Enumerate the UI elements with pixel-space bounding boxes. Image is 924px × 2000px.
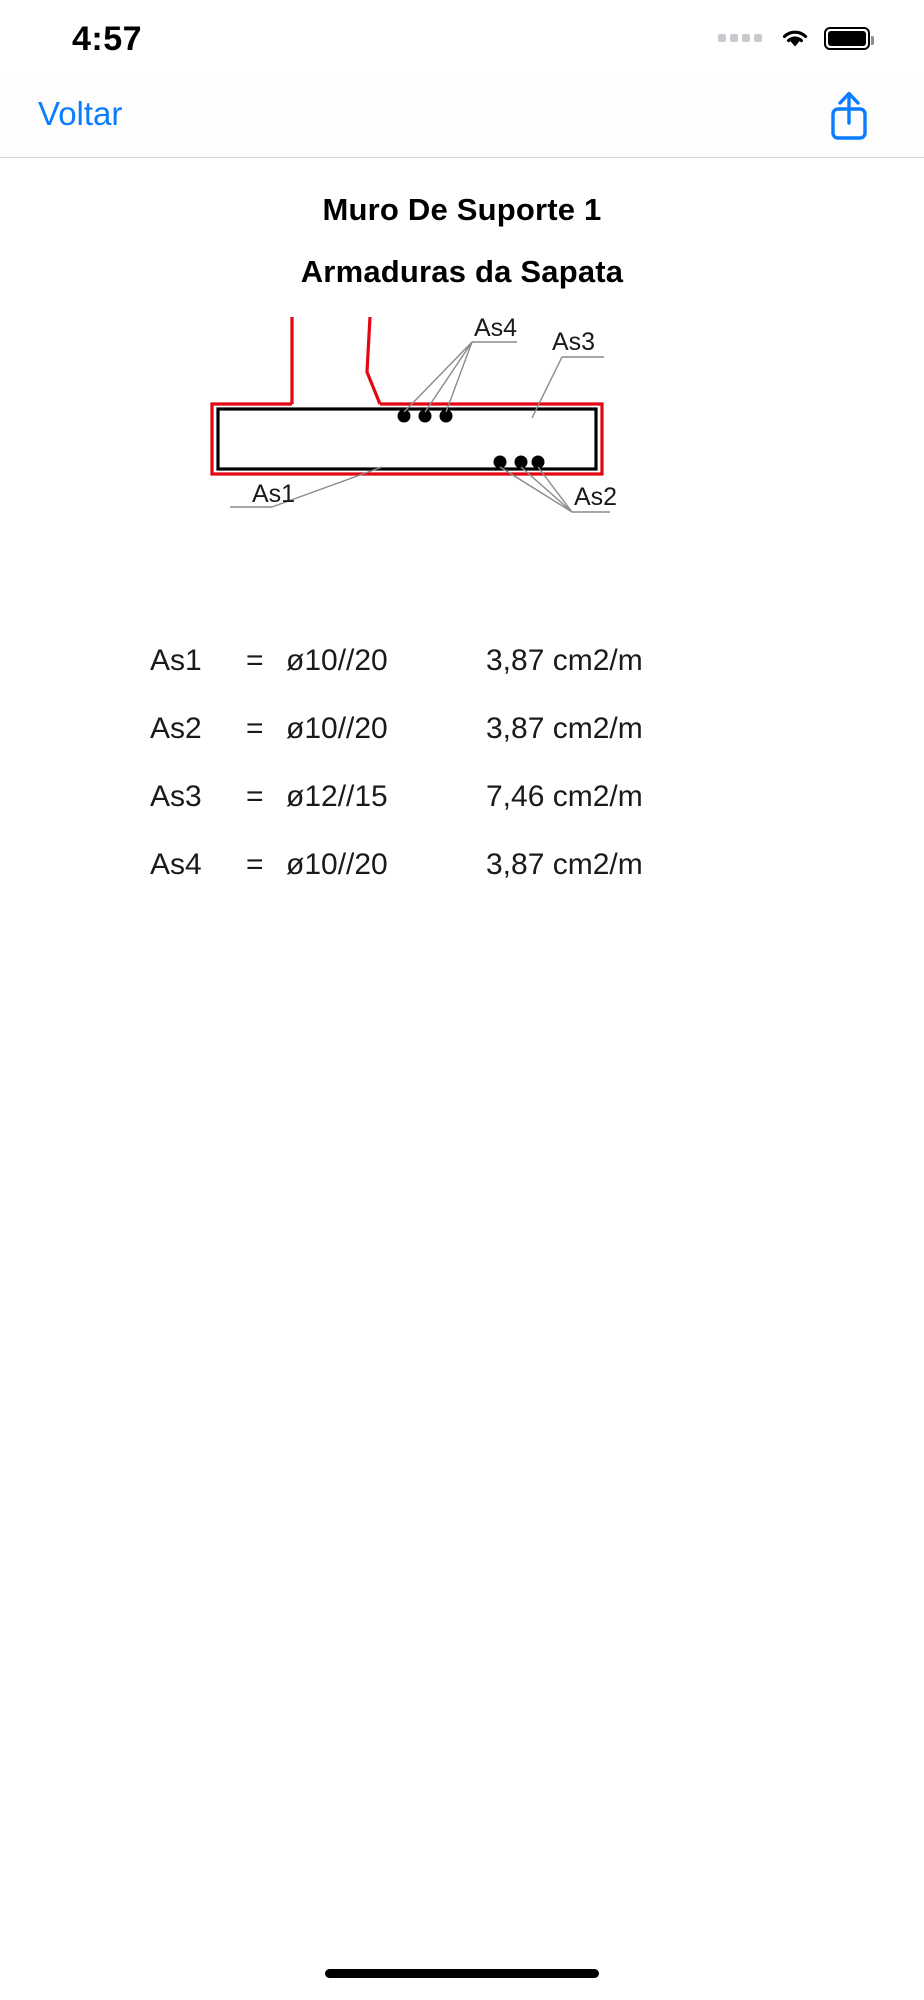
diagram-label-as4: As4 — [474, 314, 518, 342]
table-row — [150, 848, 924, 916]
row-spec: ø12//15 — [286, 780, 388, 813]
row-equals: = — [246, 712, 264, 745]
diagram-label-as3: As3 — [552, 328, 596, 356]
row-value: 3,87 cm2/m — [486, 848, 643, 881]
page-subtitle: Armaduras da Sapata — [300, 254, 624, 289]
status-bar — [0, 0, 924, 78]
diagram-label-as2: As2 — [574, 483, 618, 511]
row-value: 3,87 cm2/m — [486, 712, 643, 745]
row-value: 7,46 cm2/m — [486, 780, 643, 813]
row-value: 3,87 cm2/m — [486, 644, 643, 677]
share-icon[interactable] — [826, 88, 872, 144]
row-label: As2 — [150, 712, 202, 745]
status-icons — [718, 26, 870, 50]
row-label: As1 — [150, 644, 202, 677]
home-indicator[interactable] — [325, 1969, 599, 1978]
page-title-block — [0, 192, 924, 290]
table-row — [150, 712, 924, 780]
results-table — [0, 644, 924, 916]
footing-reinforcement-diagram — [142, 312, 782, 572]
row-spec: ø10//20 — [286, 712, 388, 745]
status-time: 4:57 — [72, 20, 143, 58]
row-spec: ø10//20 — [286, 848, 388, 881]
battery-full-icon — [824, 27, 870, 50]
row-label: As3 — [150, 780, 202, 813]
row-equals: = — [246, 848, 264, 881]
table-row — [150, 644, 924, 712]
table-row — [150, 780, 924, 848]
row-spec: ø10//20 — [286, 644, 388, 677]
row-label: As4 — [150, 848, 202, 881]
wifi-icon — [779, 26, 811, 50]
diagram-container — [0, 312, 924, 572]
nav-bar — [0, 78, 924, 158]
back-button[interactable]: Voltar — [38, 95, 123, 132]
cellular-dots-icon — [718, 34, 762, 42]
row-equals: = — [246, 644, 264, 677]
row-equals: = — [246, 780, 264, 813]
diagram-label-as1: As1 — [252, 480, 296, 508]
page-title: Muro De Suporte 1 — [322, 192, 602, 227]
